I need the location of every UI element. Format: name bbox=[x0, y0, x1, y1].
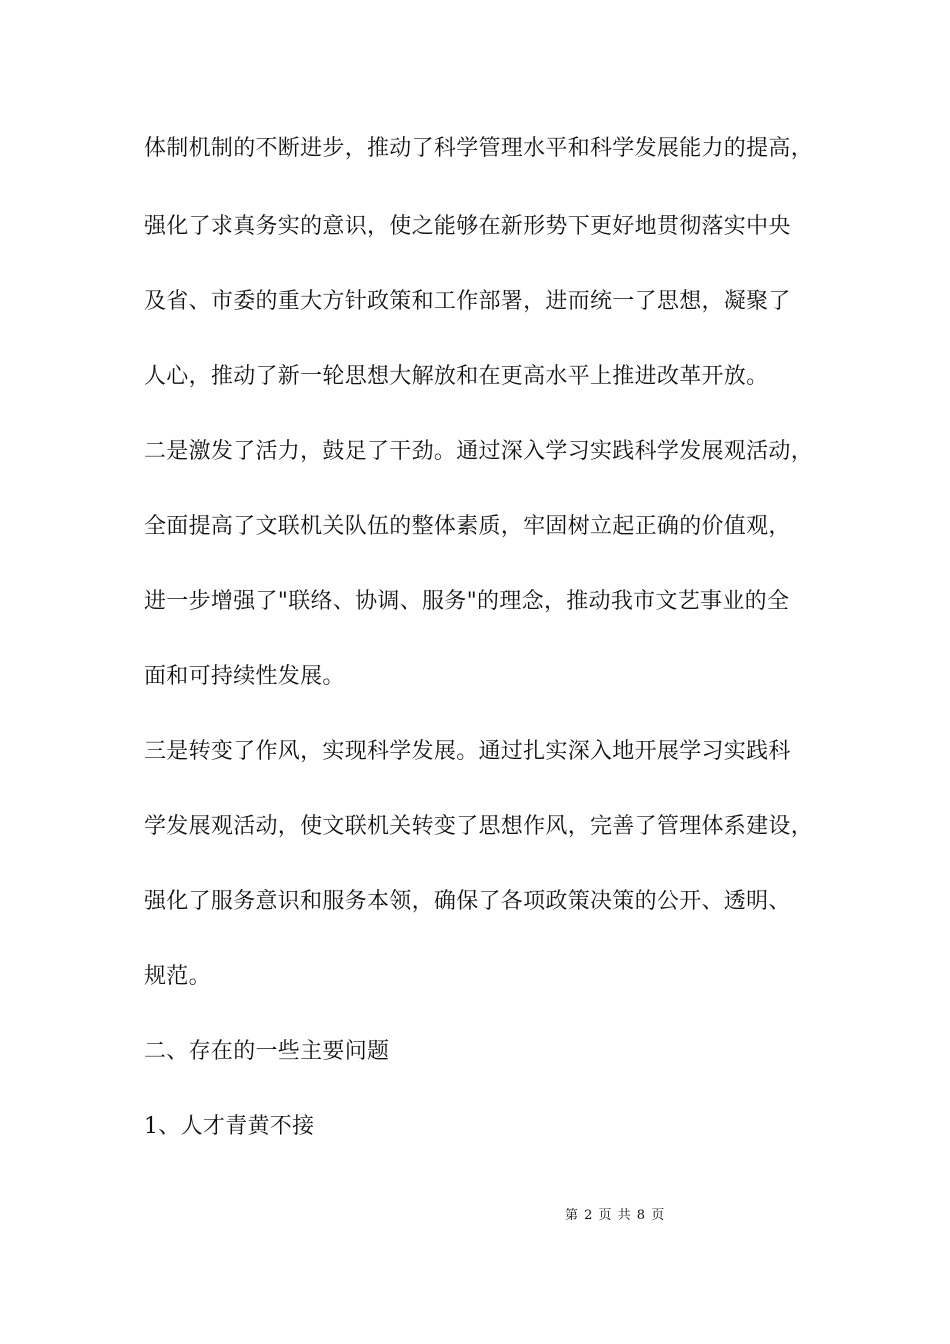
paragraph-line: 学发展观活动，使文联机关转变了思想作风，完善了管理体系建设， bbox=[144, 814, 814, 839]
paragraph-line: 三是转变了作风，实现科学发展。通过扎实深入地开展学习实践科 bbox=[144, 739, 791, 764]
section-heading: 二、存在的一些主要问题 bbox=[144, 1039, 390, 1064]
paragraph-line: 强化了服务意识和服务本领，确保了各项政策决策的公开、透明、 bbox=[144, 889, 791, 914]
paragraph-line: 及省、市委的重大方针政策和工作部署，进而统一了思想，凝聚了 bbox=[144, 289, 791, 314]
paragraph-line: 体制机制的不断进步，推动了科学管理水平和科学发展能力的提高， bbox=[144, 136, 814, 161]
paragraph-line: 面和可持续性发展。 bbox=[144, 664, 345, 689]
page-number-footer: 第 2 页 共 8 页 bbox=[565, 1208, 666, 1223]
paragraph-line: 二是激发了活力，鼓足了干劲。通过深入学习实践科学发展观活动， bbox=[144, 439, 814, 464]
paragraph-line: 规范。 bbox=[144, 964, 211, 989]
paragraph-line: 全面提高了文联机关队伍的整体素质，牢固树立起正确的价值观， bbox=[144, 514, 791, 539]
paragraph-line: 进一步增强了"联络、协调、服务"的理念，推动我市文艺事业的全 bbox=[144, 589, 790, 614]
paragraph-line: 人心，推动了新一轮思想大解放和在更高水平上推进改革开放。 bbox=[144, 364, 769, 389]
paragraph-line: 强化了求真务实的意识，使之能够在新形势下更好地贯彻落实中央 bbox=[144, 214, 791, 239]
subsection-heading: 1、人才青黄不接 bbox=[144, 1114, 315, 1139]
